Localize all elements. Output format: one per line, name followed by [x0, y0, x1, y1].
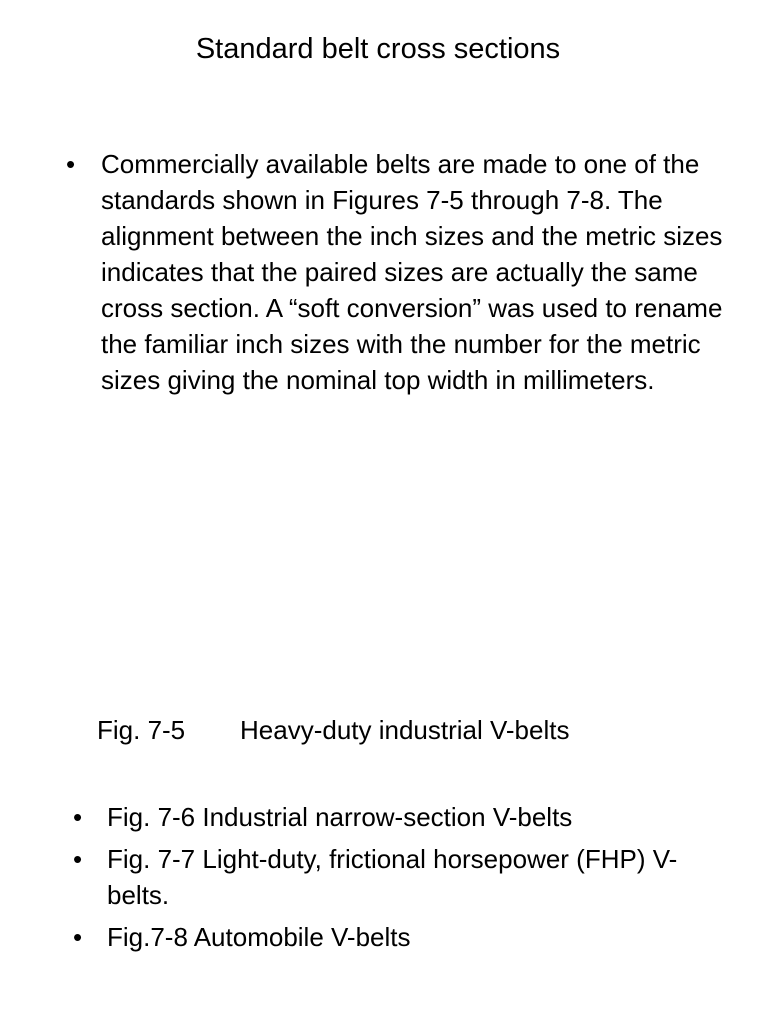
intro-paragraph-text: Commercially available belts are made to one of the standards shown in Figures 7-5 through 7-8. The alignment between the inch sizes and the metric sizes indicates that the paired sizes are actually the same cross section. A “soft conversion” was used to rename the familiar inch sizes with the number for the metric sizes giving the nominal top width in millimeters. — [101, 149, 723, 395]
bullet-icon: • — [73, 802, 83, 832]
bullet-icon: • — [73, 844, 83, 874]
figure-7-5-caption: Heavy-duty industrial V-belts — [240, 715, 570, 745]
figure-7-8-text: Fig.7-8 Automobile V-belts — [107, 922, 411, 952]
figure-7-5-line — [97, 712, 569, 748]
bullet-icon: • — [66, 149, 76, 179]
list-item — [73, 799, 713, 835]
slide-title: Standard belt cross sections — [195, 33, 561, 65]
figure-7-7-text: Fig. 7-7 Light-duty, frictional horsepower (FHP) V-belts. — [107, 844, 678, 910]
intro-paragraph — [66, 146, 726, 398]
figure-7-6-text: Fig. 7-6 Industrial narrow-section V-belts — [107, 802, 573, 832]
bullet-icon: • — [73, 922, 83, 952]
list-item — [73, 919, 713, 955]
figure-list — [73, 799, 713, 961]
list-item — [73, 841, 713, 913]
figure-7-5-number: Fig. 7-5 — [97, 715, 186, 745]
